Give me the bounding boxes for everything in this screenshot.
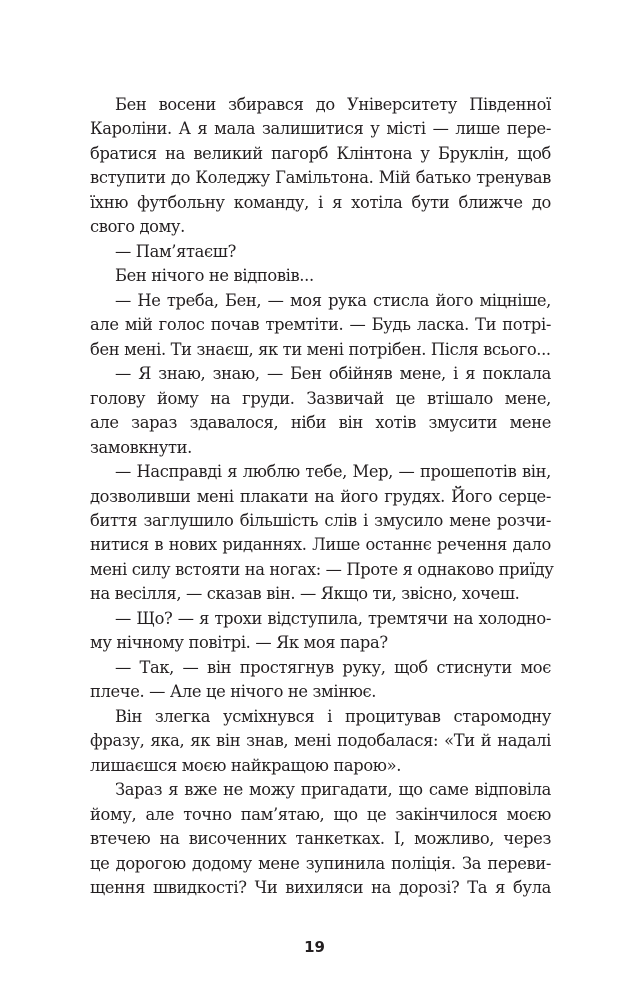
text-line: — Пам’ятаєш? (115, 241, 236, 261)
text-line: му нічному повітрі. — Як моя пара? (90, 633, 388, 653)
text-line: — Насправді я люблю тебе, Мер, — прошепотів він, (115, 462, 551, 482)
paragraph (90, 362, 551, 460)
text-line: замовкнути. (90, 437, 193, 457)
text-line: биття заглушило більшість слів і змусило мене розчи- (90, 510, 551, 530)
text-line: втечею на височенних танкетках. І, можливо, через (90, 829, 551, 849)
text-line: але зараз здавалося, ніби він хотів змусити мене (90, 413, 551, 433)
text-line: на весілля, — сказав він. — Якщо ти, звісно, хочеш. (90, 584, 520, 604)
text-line: братися на великий пагорб Клінтона у Бруклін, щоб (90, 143, 551, 163)
paragraph (90, 264, 551, 288)
text-line: голову йому на груди. Зазвичай це втішало мене, (90, 388, 551, 408)
text-line: Бен восени збирався до Університету Південної (115, 95, 551, 114)
paragraph (90, 778, 551, 900)
text-line: — Я знаю, знаю, — Бен обійняв мене, і я поклала (115, 364, 551, 384)
text-line: бен мені. Ти знаєш, як ти мені потрібен. Після всього... (90, 339, 551, 359)
text-line: — Що? — я трохи відступила, тремтячи на холодно- (115, 608, 551, 628)
paragraph (90, 289, 551, 362)
text-line: плече. — Але це нічого не змінює. (90, 682, 377, 702)
page-number: 19 (304, 938, 325, 956)
text-line: свого дому. (90, 217, 185, 237)
text-line: йому, але точно пам’ятаю, що це закінчилося моєю (90, 804, 551, 824)
text-line: щення швидкості? Чи вихиляси на дорозі? Та я була (90, 878, 551, 897)
paragraph (90, 93, 551, 240)
text-line: вступити до Коледжу Гамільтона. Мій батько тренував (90, 168, 551, 188)
paragraph (90, 656, 551, 705)
text-line: нитися в нових риданнях. Лише останнє речення дало (90, 535, 551, 555)
paragraph (90, 607, 551, 656)
text-line: лишаєшся моєю найкращою парою». (90, 755, 402, 775)
paragraph (90, 705, 551, 778)
text-line: Він злегка усміхнувся і процитував старомодну (115, 706, 551, 726)
text-line: Кароліни. А я мала залишитися у місті — лише пере- (90, 119, 551, 139)
text-line: дозволивши мені плакати на його грудях. Його серце- (90, 486, 551, 506)
text-line: — Так, — він простягнув руку, щоб стиснути моє (115, 657, 551, 677)
text-line: фразу, яка, як він знав, мені подобалася: «Ти й надалі (90, 731, 551, 751)
body-text (90, 93, 554, 900)
text-line: їхню футбольну команду, і я хотіла бути ближче до (90, 192, 551, 212)
paragraph (90, 460, 554, 607)
text-line: Бен нічого не відповів... (115, 266, 314, 286)
text-line: але мій голос почав тремтіти. — Будь ласка. Ти потрі- (90, 315, 551, 335)
paragraph (90, 240, 551, 264)
text-line: це дорогою додому мене зупинила поліція. За переви- (90, 853, 551, 873)
text-line: мені силу встояти на ногах: — Проте я однаково приїду (90, 559, 554, 579)
text-line: Зараз я вже не можу пригадати, що саме відповіла (115, 780, 551, 800)
text-line: — Не треба, Бен, — моя рука стисла його міцніше, (115, 290, 551, 310)
